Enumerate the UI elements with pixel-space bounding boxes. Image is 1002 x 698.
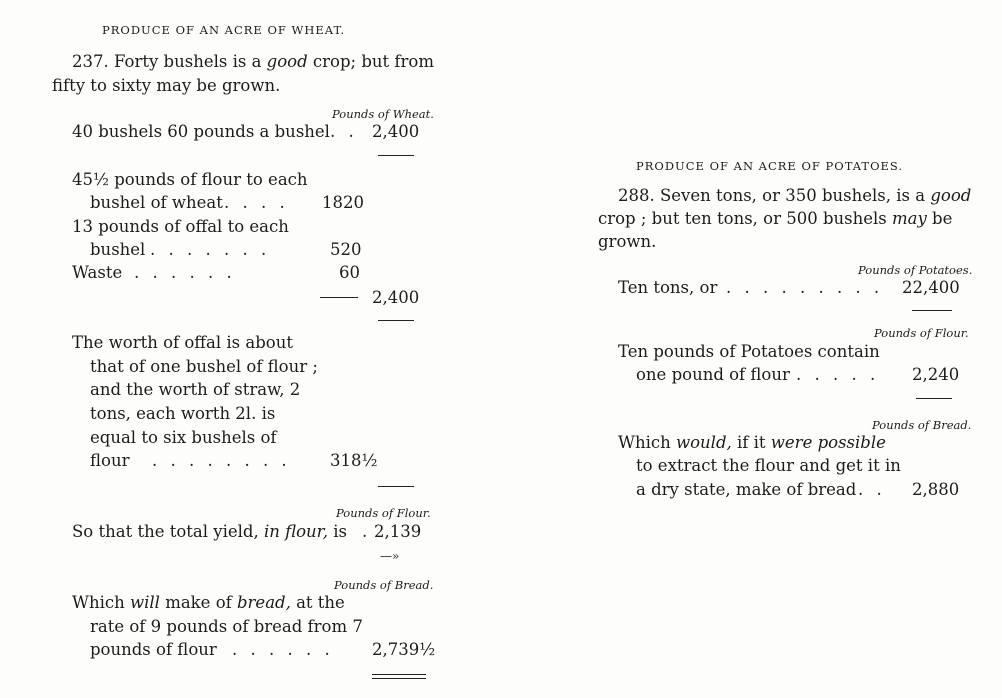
paragraph-237-line1 [72, 52, 434, 72]
leader-dots: . . [858, 480, 886, 499]
waste-row-value: 60 [339, 263, 360, 282]
rule [378, 155, 414, 156]
flour-row-line2: bushel of wheat [90, 193, 223, 212]
text-span: Which [72, 593, 130, 612]
rule [378, 320, 414, 321]
rule [320, 297, 358, 298]
emphasis-will: will [129, 593, 160, 612]
bread-line2: rate of 9 pounds of bread from 7 [90, 617, 363, 636]
text-span: 288. Seven tons, or 350 bushels, is a [618, 186, 931, 205]
right-page [590, 0, 1002, 698]
page-heading-potatoes: PRODUCE OF AN ACRE OF POTATOES. [636, 159, 904, 173]
rule [372, 678, 426, 679]
rule [378, 486, 414, 487]
potatoes-value: 2,240 [912, 365, 960, 384]
offal-row-line2: bushel [90, 240, 146, 259]
unit-label-flour: Pounds of Flour. [336, 506, 431, 520]
worth-line4: tons, each worth 2l. is [90, 404, 276, 423]
unit-label-potatoes: Pounds of Potatoes. [858, 263, 973, 277]
page-heading-wheat: PRODUCE OF AN ACRE OF WHEAT. [102, 23, 346, 37]
worth-line3: and the worth of straw, 2 [90, 380, 301, 399]
extract-line: to extract the flour and get it in [636, 456, 901, 475]
flour-row-value: 1820 [322, 193, 364, 212]
total-yield-value: 2,139 [374, 522, 422, 541]
total-yield-line [72, 522, 347, 542]
rule [912, 310, 952, 311]
tons-row-label: Ten tons, or [618, 278, 718, 297]
which-line [618, 433, 886, 453]
dry-state-line: a dry state, make of bread [636, 480, 857, 499]
unit-label-bread-right: Pounds of Bread. [872, 418, 972, 432]
text-span: Which [618, 433, 676, 452]
dry-state-value: 2,880 [912, 480, 960, 499]
paragraph-237-line2: fifty to sixty may be grown. [52, 76, 281, 95]
unit-label-wheat: Pounds of Wheat. [332, 107, 434, 121]
text-span: at the [290, 593, 345, 612]
leader-dots: . . . . . . [232, 640, 334, 659]
offal-row-line1: 13 pounds of offal to each [72, 217, 289, 236]
leader-dots: . . . . . . . . [152, 451, 291, 470]
sum-value: 2,400 [372, 288, 420, 307]
emphasis-may: may [892, 209, 927, 228]
bread-line3: pounds of flour [90, 640, 217, 659]
potatoes-line2: one pound of flour [636, 365, 790, 384]
text-span: So that the total yield, [72, 522, 264, 541]
emphasis-would: would, [675, 433, 732, 452]
text-span: crop ; but ten tons, or 500 bushels [598, 209, 892, 228]
worth-line5: equal to six bushels of [90, 428, 277, 447]
unit-label-flour-right: Pounds of Flour. [874, 326, 969, 340]
left-page [0, 0, 470, 698]
bread-value: 2,739½ [372, 640, 436, 659]
flour-row-line1: 45½ pounds of flour to each [72, 170, 308, 189]
emphasis-good: good [266, 52, 308, 71]
paragraph-288-line2 [598, 209, 952, 229]
bushels-row-label: 40 bushels 60 pounds a bushel [72, 122, 330, 141]
text-span: 237. Forty bushels is a [72, 52, 267, 71]
leader-dots: . . . . . . [134, 263, 236, 282]
unit-label-bread: Pounds of Bread. [334, 578, 434, 592]
leader-dots: . . . . . . . . . [726, 278, 884, 297]
rule [372, 674, 426, 675]
bread-line1 [72, 593, 345, 613]
rule [916, 398, 952, 399]
text-span: is [328, 522, 348, 541]
leader-dots: . . . . . [796, 365, 880, 384]
leader-dots: . . [330, 122, 358, 141]
leader-dots: . [362, 522, 368, 541]
bushels-row-value: 2,400 [372, 122, 420, 141]
worth-value: 318½ [330, 451, 378, 470]
emphasis-bread: bread, [236, 593, 291, 612]
text-span: if it [731, 433, 771, 452]
emphasis-were-possible: were possible [770, 433, 886, 452]
offal-row-value: 520 [330, 240, 362, 259]
waste-row-label: Waste [72, 263, 123, 282]
paragraph-288-line1 [618, 186, 971, 206]
text-span: make of [159, 593, 237, 612]
tons-row-value: 22,400 [902, 278, 960, 297]
emphasis-good: good [930, 186, 972, 205]
emphasis-in-flour: in flour, [263, 522, 329, 541]
worth-line6: flour [90, 451, 130, 470]
worth-line1: The worth of offal is about [72, 333, 293, 352]
text-span: be [926, 209, 953, 228]
text-span: crop; but from [307, 52, 434, 71]
worth-line2: that of one bushel of flour ; [90, 357, 318, 376]
potatoes-line1: Ten pounds of Potatoes contain [618, 342, 880, 361]
arrow-mark: —» [380, 549, 400, 563]
leader-dots: . . . . [224, 193, 289, 212]
leader-dots: . . . . . . . [150, 240, 271, 259]
paragraph-288-line3: grown. [598, 232, 657, 251]
